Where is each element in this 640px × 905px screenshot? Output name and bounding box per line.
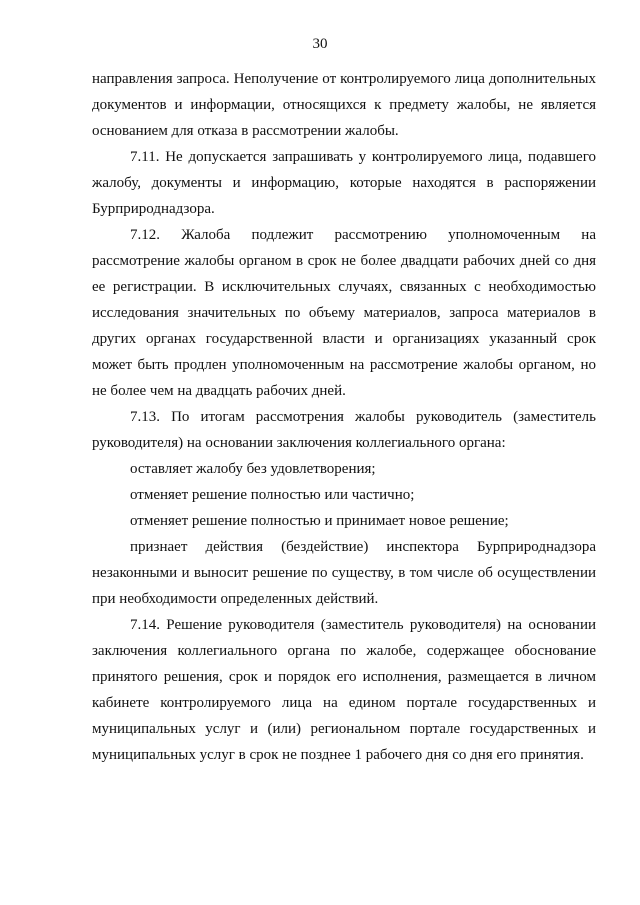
paragraph-7-12: 7.12. Жалоба подлежит рассмотрению уполномоченным на рассмотрение жалобы органом в срок не более двадцати рабочих дней со дня ее регистрации. В исключительных случаях, связанных с необходимостью исследования значительных по объему материалов, запроса материалов в других органах государственной власти и организациях указанный срок может быть продлен уполномоченным на рассмотрение жалобы органом, но не более чем на двадцать рабочих дней. (92, 227, 596, 399)
page-number: 30 (312, 36, 328, 52)
paragraph-7-11: 7.11. Не допускается запрашивать у контролируемого лица, подавшего жалобу, документы и информацию, которые находятся в распоряжении Бурприроднадзора. (92, 149, 596, 217)
paragraph-7-14: 7.14. Решение руководителя (заместитель руководителя) на основании заключения коллегиального органа по жалобе, содержащее обоснование принятого решения, срок и порядок его исполнения, размещается в личном кабинете контролируемого лица на едином портале государственных и муниципальных услуг и (или) региональном портале государственных и муниципальных услуг в срок не позднее 1 рабочего дня со дня его принятия. (92, 617, 596, 763)
list-item-option-4: признает действия (бездействие) инспектора Бурприроднадзора незаконными и выносит решение по существу, в том числе об осуществлении при необходимости определенных действий. (92, 539, 596, 607)
list-item-option-2: отменяет решение полностью или частично; (130, 487, 415, 503)
paragraph-7-13: 7.13. По итогам рассмотрения жалобы руководитель (заместитель руководителя) на основании заключения коллегиального органа: (92, 409, 596, 451)
list-item-option-1: оставляет жалобу без удовлетворения; (130, 461, 376, 477)
document-body (92, 66, 596, 768)
paragraph-continuation: направления запроса. Неполучение от контролируемого лица дополнительных документов и информации, относящихся к предмету жалобы, не является основанием для отказа в рассмотрении жалобы. (92, 71, 596, 139)
list-item-option-3: отменяет решение полностью и принимает новое решение; (130, 513, 509, 529)
